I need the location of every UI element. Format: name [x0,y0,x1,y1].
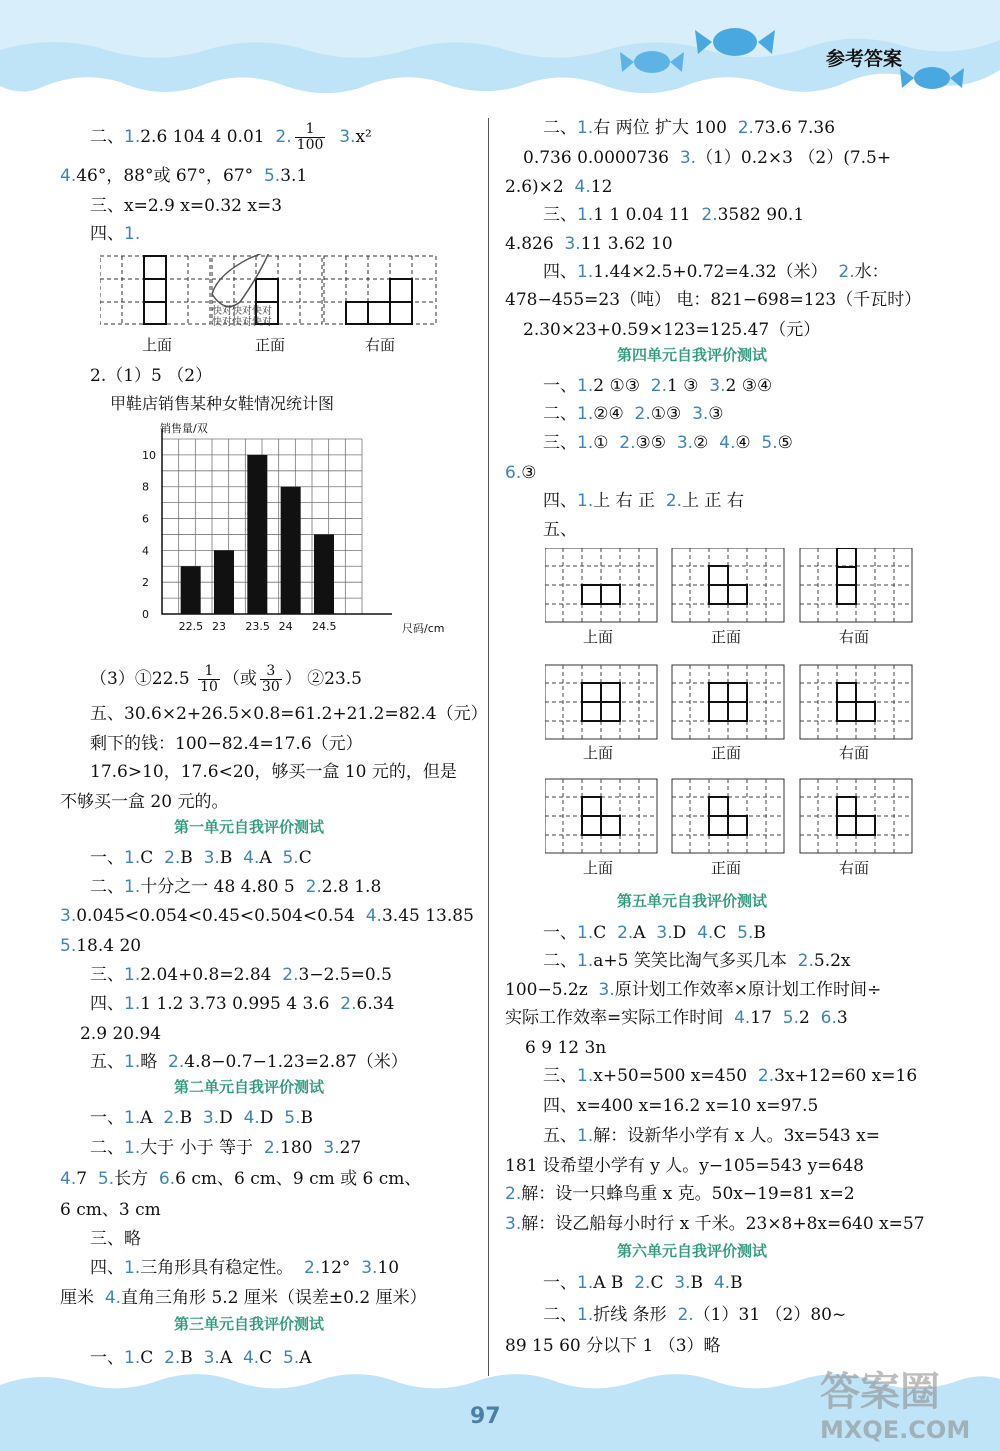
bar-24 [281,487,301,614]
answer-line: 181 设希望小学有 y 人。y−105=543 y=648 [505,1156,864,1176]
x-tick-label: 24 [278,620,293,633]
answer-line: 5.18.4 20 [60,936,142,956]
section-heading: 第二单元自我评价测试 [174,1078,325,1096]
x-tick-label: 24.5 [312,620,337,633]
grid-label-front: 正面 [255,336,286,354]
answer-line: 五、1.略 2.4.8−0.7−1.23=2.87（米） [90,1052,408,1072]
header-title: 参考答案 [826,48,903,70]
answer-line: 3.解：设乙船每小时行 x 千米。23×8+8x=640 x=57 [505,1214,925,1234]
answer-line: 2.9 20.94 [80,1024,162,1044]
grid-label-front: 正面 [711,859,742,877]
answer-line: 89 15 60 分以下 1 （3）略 [505,1336,721,1356]
grid-label-right: 右面 [839,859,870,877]
answer-line: 一、1.C 2.B 3.B 4.A 5.C [90,848,312,868]
x-tick-label: 22.5 [178,620,204,633]
chart-ylabel: 销售量/双 [160,422,208,435]
answer-line: 厘米 4.直角三角形 5.2 厘米（误差±0.2 厘米） [60,1288,427,1308]
bar-chart [120,418,460,638]
chart-title: 甲鞋店销售某种女鞋情况统计图 [110,394,335,413]
section-heading: 第一单元自我评价测试 [174,818,325,836]
grid-label-right: 右面 [839,628,870,646]
x-tick-label: 23 [212,620,226,633]
bar-22.5 [181,566,201,614]
page-number: 97 [470,1404,501,1429]
answer-line: 三、略 [90,1229,141,1249]
section-heading: 第六单元自我评价测试 [617,1242,768,1260]
stamp-text: 快对快对快对 快对快对快对 [212,306,272,328]
fraction: $\frac{1}{10}$ [200,663,218,695]
grid-label-right: 右面 [839,744,870,762]
y-tick-label: 10 [142,448,156,462]
answer-line: 三、x=2.9 x=0.32 x=3 [90,196,283,216]
answer-line: 二、1.右 两位 扩大 100 2.73.6 7.36 [543,118,836,138]
answer-line: 二、1.十分之一 48 4.80 5 2.2.8 1.8 [90,877,382,897]
answer-line: 二、1.2.6 104 4 0.01 2. $\frac{1}{100}$ 3.x² [90,121,372,153]
grid-label-front: 正面 [711,744,742,762]
section-heading: 第四单元自我评价测试 [617,346,768,364]
answer-line: 三、1.x+50=500 x=450 2.3x+12=60 x=16 [543,1066,918,1086]
answer-line: 四、1.1.44×2.5+0.72=4.32（米） 2.水： [543,262,889,282]
answer-line: 3.0.045<0.054<0.45<0.504<0.54 4.3.45 13.85 [60,906,474,926]
grid-label-top: 上面 [583,859,614,877]
answer-line: 五、1.解：设新华小学有 x 人。3x=543 x= [543,1126,880,1146]
bar-24.5 [314,534,334,614]
answer-line: 4.46°，88°或 67°，67° 5.3.1 [60,166,308,186]
fraction: $\frac{1}{100}$ [296,121,324,153]
answer-line: 二、1.折线 条形 2.（1）31 （2）80~ [543,1305,847,1325]
answer-line: 四、1.1 1.2 3.73 0.995 4 3.6 2.6.34 [90,994,395,1014]
answer-line: 2.解：设一只蜂鸟重 x 克。50x−19=81 x=2 [505,1184,855,1204]
watermark-logo [810,1360,995,1445]
answer-line: 4.826 3.11 3.62 10 [505,234,673,254]
answer-line: 100−5.2z 3.原计划工作效率×原计划工作时间÷ [505,980,882,1000]
column-divider [488,118,489,1376]
answer-line: 实际工作效率=实际工作时间 4.17 5.2 6.3 [505,1008,848,1028]
answer-line: 五、 [543,520,577,540]
answer-line: 一、1.C 2.A 3.D 4.C 5.B [543,923,766,943]
answer-line: 478−455=23（吨） 电：821−698=123（千瓦时） [505,290,922,310]
carrot-stamp-icon [212,254,270,307]
y-tick-label: 0 [142,608,149,621]
answer-line: 四、1.上 右 正 2.上 正 右 [543,491,744,511]
grid-label-front: 正面 [711,628,742,646]
answer-line: 2.（1）5 （2） [90,366,213,386]
y-tick-label: 8 [142,480,149,494]
y-tick-label: 4 [142,544,149,558]
bar-23.5 [247,455,267,614]
answer-line: 2.6)×2 4.12 [505,177,613,197]
answer-line: 三、1.① 2.③⑤ 3.② 4.④ 5.⑤ [543,433,793,453]
answer-line: 四、1.三角形具有稳定性。 2.12° 3.10 [90,1258,400,1278]
section-heading: 第三单元自我评价测试 [174,1315,325,1333]
answer-line: 四、1. [90,224,141,244]
chart-xlabel: 尺码/cm [402,622,445,635]
grid-label-top: 上面 [583,628,614,646]
answer-line: 6 9 12 3n [525,1038,607,1058]
grid-label-right: 右面 [365,336,396,354]
answer-line: 一、1.A B 2.C 3.B 4.B [543,1273,743,1293]
answer-line: 一、1.2 ①③ 2.1 ③ 3.2 ③④ [543,376,773,396]
answer-line: 三、1.2.04+0.8=2.84 2.3−2.5=0.5 [90,965,392,985]
answer-line: 2.30×23+0.59×123=125.47（元） [523,320,821,340]
svg-text:答案圈: 答案圈 [820,1369,940,1415]
answer-line: 0.736 0.0000736 3.（1）0.2×3 （2）(7.5+ [523,148,892,168]
answer-line: 6.③ [505,463,537,483]
grid-label-top: 上面 [583,744,614,762]
grid-label-top: 上面 [142,336,173,354]
answer-line: 17.6>10，17.6<20，够买一盒 10 元的，但是 [90,762,457,782]
answer-line: 二、1.a+5 笑笑比淘气多买几本 2.5.2x [543,951,851,971]
answer-line: 二、1.大于 小于 等于 2.180 3.27 [90,1138,362,1158]
view-grids-panel [545,548,925,874]
bar-23 [214,550,234,614]
x-tick-label: 23.5 [245,620,270,633]
answer-line: 4.7 5.长方 6.6 cm、6 cm、9 cm 或 6 cm、 [60,1169,422,1189]
answer-line: 三、1.1 1 0.04 11 2.3582 90.1 [543,205,805,225]
answer-line: 一、1.A 2.B 3.D 4.D 5.B [90,1108,313,1128]
answer-line: 一、1.C 2.B 3.A 4.C 5.A [90,1348,312,1368]
answer-line: 四、x=400 x=16.2 x=10 x=97.5 [543,1096,819,1116]
svg-text:MXQE.COM: MXQE.COM [820,1416,971,1444]
answer-line: 剩下的钱：100−82.4=17.6（元） [90,734,363,754]
y-tick-label: 6 [142,512,149,526]
answer-line: 五、30.6×2+26.5×0.8=61.2+21.2=82.4（元） [90,704,488,724]
fraction: $\frac{3}{30}$ [261,663,280,695]
answer-line: （3）①22.5 $\frac{1}{10}$ （或 $\frac{3}{30}$ ） ②23.5 [90,663,362,695]
section-heading: 第五单元自我评价测试 [617,892,768,910]
answer-line: 二、1.②④ 2.①③ 3.③ [543,404,724,424]
y-tick-label: 2 [142,576,149,590]
answer-line: 不够买一盒 20 元的。 [60,792,229,812]
answer-line: 6 cm、3 cm [60,1200,161,1220]
